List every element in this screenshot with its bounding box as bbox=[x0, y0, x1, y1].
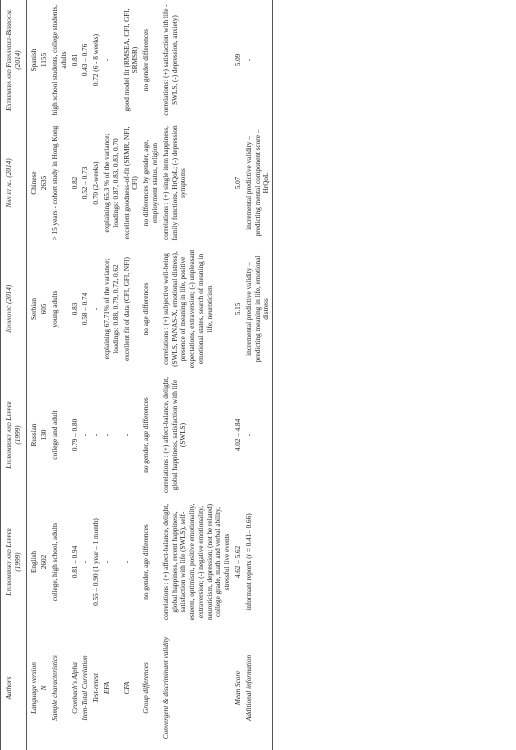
table-cell: correlations : (+) affect-balance, delight, global happiness, satisfaction with life (SWLS) bbox=[161, 376, 188, 494]
table-cell: 0.52 – 0.73 bbox=[81, 166, 90, 200]
table-row bbox=[161, 0, 233, 750]
row-label: Convergent & discriminant validity bbox=[161, 636, 170, 740]
column-header bbox=[1, 120, 27, 246]
table-cell: no age differences bbox=[142, 282, 151, 336]
table-cell: correlations : (+) affect-balance, delight, global happiness, recent happiness, satisfaction with life (SWLS), self-esteem, optimism, positive emotionality, extraversion; (-) negative emotionality, neuroticism, depression; (not be related) college grade, math and verbal ability, stressful live events bbox=[161, 503, 232, 621]
corner-header: Authors bbox=[5, 676, 13, 700]
table-cell: explaining 65.3 % of the variance; loadings: 0.87, 0.83, 0.83, 0.70 bbox=[103, 133, 120, 233]
table-cell: 4.02 – 4.84 bbox=[233, 418, 242, 452]
table-cell: college and adult bbox=[51, 410, 60, 460]
column-authors: Nan et al. bbox=[5, 179, 13, 208]
table-body bbox=[26, 0, 273, 750]
row-label: Cronbach's Alpha bbox=[70, 662, 79, 714]
table-cell: 0.83 bbox=[70, 302, 79, 316]
table-row bbox=[26, 0, 39, 750]
table-cell: correlations: (+) satisfaction with life - SWLS, (-) depression, anxiety) bbox=[161, 4, 179, 116]
row-label: CFA bbox=[122, 681, 131, 695]
table-cell: 0.55 – 0.90 (1 year – 1 month) bbox=[92, 518, 101, 606]
table-cell: no gender, age differences bbox=[142, 524, 151, 600]
table-row bbox=[70, 0, 81, 750]
column-year: (2014) bbox=[5, 158, 13, 178]
column-authors: Extremera and Fernández-Berrocal bbox=[5, 9, 13, 111]
row-label: Additional information bbox=[244, 654, 253, 722]
table-cell: 0.58 – 0.74 bbox=[81, 292, 90, 326]
table-cell: 5.09 bbox=[233, 53, 242, 67]
table-cell: high school students, college students, adults bbox=[51, 4, 68, 116]
table-cell: excellent goodness-of-fit (SRMR, NFI, CFI) bbox=[122, 126, 140, 240]
table-cell: 0.43 – 0.76 bbox=[81, 43, 90, 77]
table-cell: > 15 years - cohort study in Hong Kong bbox=[51, 125, 60, 241]
table-cell: 0.70 (2-weeks) bbox=[92, 161, 101, 205]
table-row bbox=[39, 0, 50, 750]
table-cell: college, high school, adults bbox=[51, 522, 60, 602]
table-row bbox=[102, 0, 122, 750]
column-header bbox=[1, 372, 27, 498]
row-label: EFA bbox=[103, 681, 112, 695]
column-authors: Lyubomirsky and Lepper bbox=[5, 401, 13, 469]
table-cell: 4.62 – 5.62 bbox=[233, 545, 242, 579]
table-cell: 0.82 bbox=[70, 176, 79, 190]
table-cell: informant reports (r = 0.41– 0.66) bbox=[244, 513, 253, 611]
table-row bbox=[80, 0, 91, 750]
column-header bbox=[1, 498, 27, 626]
table-cell: English bbox=[29, 551, 38, 573]
table-cell: explaining 67.71% of the variance; loadings: 0.88, 0.79, 0.72, 0.62 bbox=[103, 258, 120, 360]
table-row bbox=[141, 0, 161, 750]
table-cell: - bbox=[122, 560, 131, 564]
table-cell: 5.15 bbox=[233, 302, 242, 316]
table-cell: 130 bbox=[40, 429, 49, 441]
table-cell: - bbox=[103, 58, 112, 62]
table-cell: no gender, age differences bbox=[142, 397, 151, 473]
row-label: Mean Score bbox=[233, 670, 242, 706]
row-label: Language version bbox=[29, 662, 38, 714]
table-row bbox=[91, 0, 102, 750]
column-header bbox=[1, 0, 27, 120]
table-cell: 0.72 (6 - 8 weeks) bbox=[92, 33, 101, 87]
table-cell: 605 bbox=[40, 303, 49, 315]
row-label: Item-Total Correlation bbox=[81, 655, 90, 721]
row-label: N bbox=[40, 685, 49, 691]
row-label: Sample characteristics bbox=[51, 655, 60, 721]
table-cell: - bbox=[103, 560, 112, 564]
table-header bbox=[1, 0, 27, 750]
table-cell: - bbox=[244, 433, 253, 437]
table-cell: - bbox=[244, 58, 253, 62]
table-cell: 0.81 – 0.94 bbox=[70, 545, 79, 579]
table-cell: 2602 bbox=[40, 554, 49, 570]
table-cell: correlations : (+) subjective well-being (SWLS, PANAS-X, emotional distress), presence of meaning in life, positive expectations, extraversion; (-) unpleasant emotional states, search of meaning in life, neuroticism bbox=[161, 249, 214, 369]
table-cell: no differences by gender, age, employment status, religion bbox=[142, 139, 159, 227]
table-cell: good model fit (RMSEA, CFI, GFI, SRMSR) bbox=[122, 8, 140, 112]
table-cell: 0.79 – 0.80 bbox=[70, 418, 79, 452]
table-row bbox=[244, 0, 273, 750]
table-cell: - bbox=[92, 307, 101, 311]
table-cell: 1155 bbox=[40, 52, 49, 68]
table-cell: incremental predictive validity – predicting meaning in life, emotional distress bbox=[244, 255, 271, 363]
column-header bbox=[1, 246, 27, 372]
table-row bbox=[50, 0, 70, 750]
table-cell: Russian bbox=[29, 423, 38, 447]
table-cell: no gender differences bbox=[142, 28, 151, 92]
table-cell: - bbox=[92, 433, 101, 437]
column-authors: Lyubomirsky and Lepper bbox=[5, 528, 13, 596]
row-label: Test-retest bbox=[92, 673, 101, 703]
row-label: Group differences bbox=[142, 662, 151, 714]
column-year: (2014) bbox=[5, 284, 13, 304]
table-cell: correlations : (+) single item happiness, family functions, HrQoL; (-) depression symptoms bbox=[161, 125, 188, 241]
table-row bbox=[122, 0, 142, 750]
table-cell: excellent fit of data (CFI, GFI, NFI) bbox=[122, 257, 131, 361]
table-cell: Spanish bbox=[29, 48, 38, 72]
column-year: (2014) bbox=[13, 50, 22, 70]
column-year: (1999) bbox=[13, 425, 22, 445]
table-cell: - bbox=[81, 433, 90, 437]
table-cell: 2635 bbox=[40, 175, 49, 191]
table-cell: Chinese bbox=[29, 171, 38, 195]
table-cell: - bbox=[81, 560, 90, 564]
table-cell: 5.07 bbox=[233, 176, 242, 190]
table-cell: 0.81 bbox=[70, 53, 79, 67]
table-cell: - bbox=[103, 433, 112, 437]
table-row bbox=[233, 0, 244, 750]
column-year: (1999) bbox=[13, 552, 22, 572]
table-cell: Serbian bbox=[29, 298, 38, 320]
table-cell: incremental predictive validity – predicting mental component score – HrQoL bbox=[244, 129, 271, 237]
table-cell: - bbox=[122, 433, 131, 437]
table-cell: young adults bbox=[51, 290, 60, 328]
column-authors: Jovanović bbox=[5, 305, 13, 334]
